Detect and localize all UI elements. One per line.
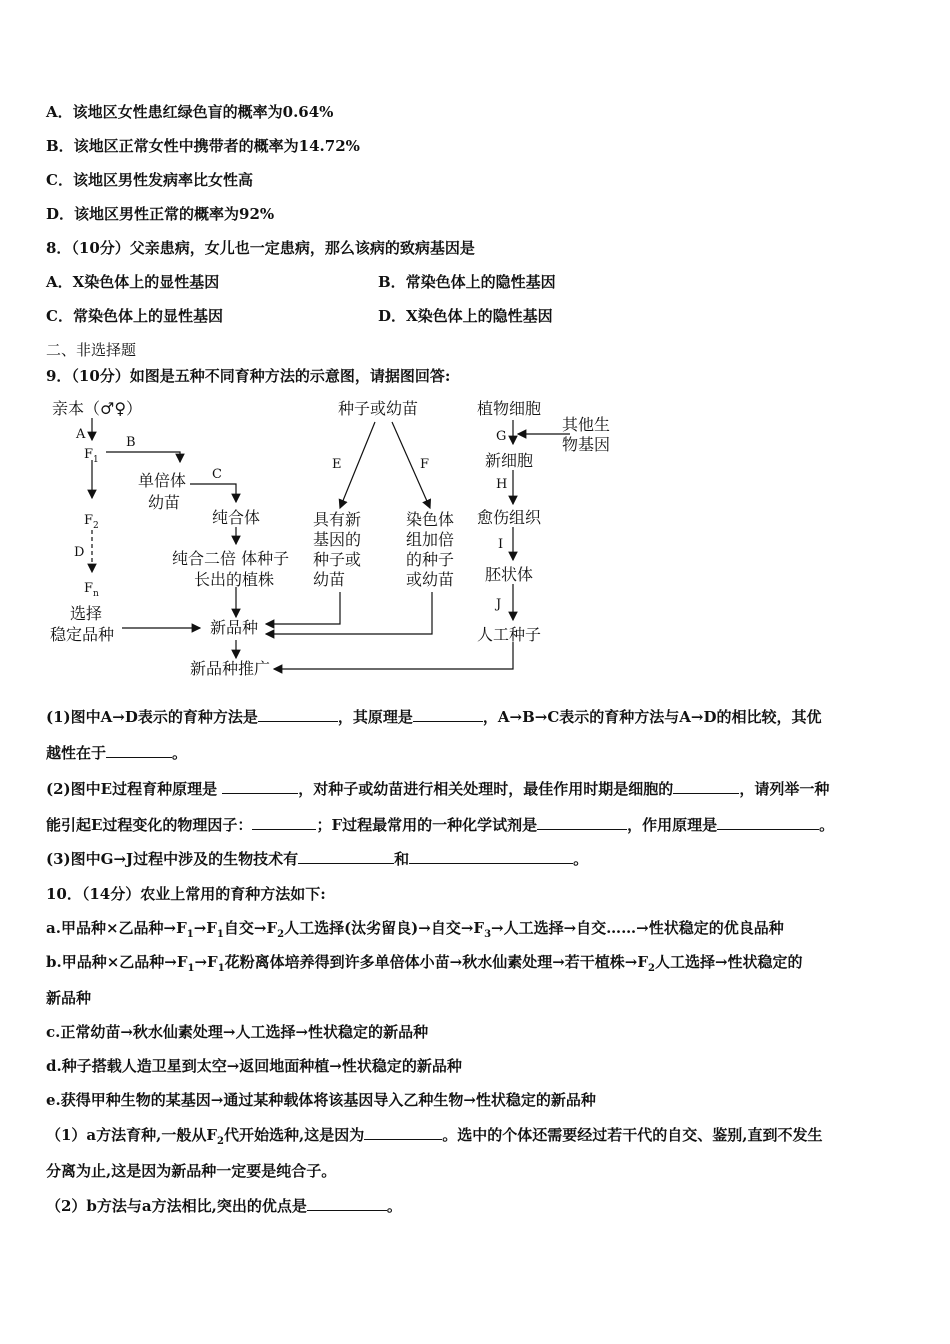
callus-label: 愈伤组织 [477,508,542,527]
answer-blank[interactable] [717,815,819,830]
q10-method-b: b.甲品种×乙品种$\to F_1\to F_1$花粉离体培养得到许多单倍体小苗→秋水仙素处理→若干植株$\to F_2$人工选择→性状稳定的 [46,953,803,974]
diagram-parent: 亲本（♂♀） [52,399,143,418]
q8-stem: 8．（10分）父亲患病，女儿也一定患病，那么该病的致病基因是 [46,239,475,257]
select-label-1: 选择 [70,604,103,623]
answer-blank[interactable] [364,1125,442,1140]
q8-option-d: D．X染色体上的隐性基因 [378,307,553,325]
answer-blank[interactable] [258,707,338,722]
q7-option-d: D．该地区男性正常的概率为92% [46,205,275,223]
answer-blank[interactable] [409,849,573,864]
new-variety-label: 新品种 [210,618,259,637]
q9-part3: (3)图中G→J过程中涉及的生物技术有 和 。 [46,850,589,868]
label-b: B [126,435,136,450]
promote-label: 新品种推广 [190,659,271,678]
q8-option-c: C．常染色体上的显性基因 [46,307,223,325]
answer-blank[interactable] [298,849,394,864]
breeding-diagram [40,392,640,692]
artificial-seed-label: 人工种子 [477,625,542,644]
label-c: C [212,467,222,482]
q9-part1-line1: (1)图中A→D表示的育种方法是 ，其原理是 ，A→B→C表示的育种方法与A→D的相比较，其优 [46,708,822,726]
new-gene-label-3: 种子或 [313,550,362,569]
label-g: G [496,429,507,444]
chrom-label-1: 染色体 [406,510,455,529]
new-gene-label-4: 幼苗 [313,570,346,589]
answer-blank[interactable] [307,1196,387,1211]
label-h: H [496,477,508,492]
haploid-label-1: 单倍体 [138,471,187,490]
q8-option-a: A．X染色体上的显性基因 [46,273,220,291]
q10-stem: 10．（14分）农业上常用的育种方法如下: [46,885,326,903]
q10-part1-line2: 分离为止,这是因为新品种一定要是纯合子。 [46,1162,337,1180]
plant-cell-label: 植物细胞 [477,399,542,418]
label-j: J [496,597,502,612]
q10-method-b-cont: 新品种 [46,989,92,1007]
f2-label: $F_2$ [84,513,99,531]
q7-option-b: B．该地区正常女性中携带者的概率为14.72% [46,137,360,155]
label-f: F [420,457,430,472]
answer-blank[interactable] [413,707,483,722]
new-cell-label: 新细胞 [485,451,534,470]
other-gene-label-2: 物基因 [562,435,611,454]
select-label-2: 稳定品种 [50,625,115,644]
q7-option-c: C．该地区男性发病率比女性高 [46,171,253,189]
pure-plant-label-1: 纯合二倍 体种子 [172,549,290,568]
f1-label: $F_1$ [84,447,99,465]
answer-blank[interactable] [222,779,298,794]
q9-part2-line2: 能引起E过程变化的物理因子： ；F过程最常用的一种化学试剂是 ，作用原理是 。 [46,816,835,834]
q7-option-a: A．该地区女性患红绿色盲的概率为0.64% [46,103,334,121]
q8-option-b: B．常染色体上的隐性基因 [378,273,556,291]
new-gene-label-1: 具有新 [313,510,362,529]
seed-label: 种子或幼苗 [338,399,419,418]
section-heading: 二、非选择题 [46,341,137,359]
q9-part1-line2: 越性在于 。 [46,744,188,762]
label-d: D [74,545,85,560]
haploid-label-2: 幼苗 [148,493,181,512]
answer-blank[interactable] [673,779,739,794]
new-gene-label-2: 基因的 [313,530,362,549]
q10-method-a: a.甲品种×乙品种$\to F_1\to F_1$自交$\to F_2$人工选择(汰劣留良)→自交$\to F_3\to$人工选择→自交……→性状稳定的优良品种 [46,919,784,940]
pure-label: 纯合体 [212,508,261,527]
label-e: E [332,457,342,472]
q10-method-d: d.种子搭载人造卫星到太空→返回地面种植→性状稳定的新品种 [46,1057,462,1075]
q10-part2: （2）b方法与a方法相比,突出的优点是 。 [46,1197,402,1215]
answer-blank[interactable] [106,743,172,758]
answer-blank[interactable] [252,815,316,830]
fn-label: $F_n$ [84,581,99,599]
other-gene-label-1: 其他生 [562,415,611,434]
pure-plant-label-2: 长出的植株 [194,570,275,589]
q10-part1-line1: （1）a方法育种,一般从$F_2$代开始选种,这是因为 。选中的个体还需要经过若干代的自交、鉴别,直到不发生 [46,1126,823,1147]
answer-blank[interactable] [537,815,627,830]
q9-stem: 9．（10分）如图是五种不同育种方法的示意图，请据图回答: [46,367,451,385]
q9-part2-line1: (2)图中E过程育种原理是 ，对种子或幼苗进行相关处理时，最佳作用时期是细胞的 ，请列举一种 [46,780,830,798]
label-a: A [76,427,86,442]
chrom-label-2: 组加倍 [406,530,455,549]
q10-method-e: e.获得甲种生物的某基因→通过某种载体将该基因导入乙种生物→性状稳定的新品种 [46,1091,596,1109]
chrom-label-3: 的种子 [406,550,455,569]
chrom-label-4: 或幼苗 [406,570,455,589]
label-i: I [498,537,504,552]
embryoid-label: 胚状体 [485,565,534,584]
q10-method-c: c.正常幼苗→秋水仙素处理→人工选择→性状稳定的新品种 [46,1023,429,1041]
